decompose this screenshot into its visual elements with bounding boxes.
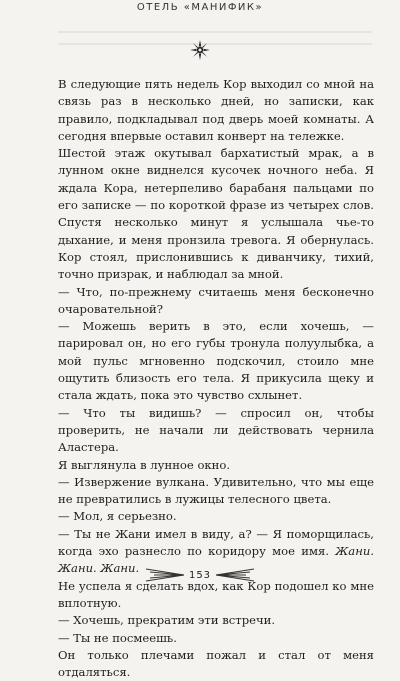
paragraph: Не успела я сделать вдох, как Кор подошел ко мне вплотную.	[58, 578, 374, 610]
bleed-through-text	[58, 28, 372, 54]
wing-flourish-icon	[216, 568, 256, 582]
paragraph: В следующие пять недель Кор выходил со мной на связь раз в несколько дней, но записки, как правило, подкладывал под дверь моей комнаты. А сегодня впервые оставил конверт на тележке.	[58, 77, 374, 143]
paragraph: — Ты не посмеешь.	[58, 630, 177, 645]
paragraph: — Можешь верить в это, если хочешь, — парировал он, но его губы тронула полуулыбка, а мой пульс мгновенно подскочил, стоило мне ощутить близость его тела. Я прикусила щеку и стала ждать, пока это чувство схлынет.	[58, 319, 374, 403]
paragraph-text: — Ты не Жани имел в виду, а? — Я поморщилась, когда эхо разнесло по коридору мое имя.	[58, 526, 374, 559]
paragraph: — Что, по-прежнему считаешь меня бесконечно очаровательной?	[58, 284, 374, 316]
page-footer	[0, 568, 400, 588]
paragraph: — Хочешь, прекратим эти встречи.	[58, 613, 276, 628]
paragraph: Он только плечами пожал и стал от меня отдаляться.	[58, 647, 374, 680]
italic-echo: Жани. Жани. Жани.	[58, 544, 375, 576]
paragraph: — Мол, я серьезно.	[58, 509, 177, 524]
paragraph: — Что ты видишь? — спросил он, чтобы проверить, не начали ли действовать чернила Аластера.	[58, 405, 374, 455]
running-title: ОТЕЛЬ «МАНИФИК»	[136, 2, 264, 13]
page-number: 153	[188, 570, 212, 581]
body-text	[58, 76, 374, 681]
paragraph: Я выглянула в лунное окно.	[58, 457, 231, 472]
sun-star-icon	[190, 40, 210, 60]
paragraph: Шестой этаж окутывал бархатистый мрак, а в лунном окне виднелся кусочек ночного неба. Я ждала Кора, нетерпеливо барабаня пальцами по его записке — по короткой фразе из четырех слов. Спустя несколько минут я услышала чье-то дыхание, и меня пронзила тревога. Я обернулась. Кор стоял, прислонившись к диванчику, тихий, точно призрак, и наблюдал за мной.	[58, 146, 374, 282]
paragraph: — Извержение вулкана. Удивительно, что мы еще не превратились в лужицы телесного цвета.	[58, 474, 374, 507]
